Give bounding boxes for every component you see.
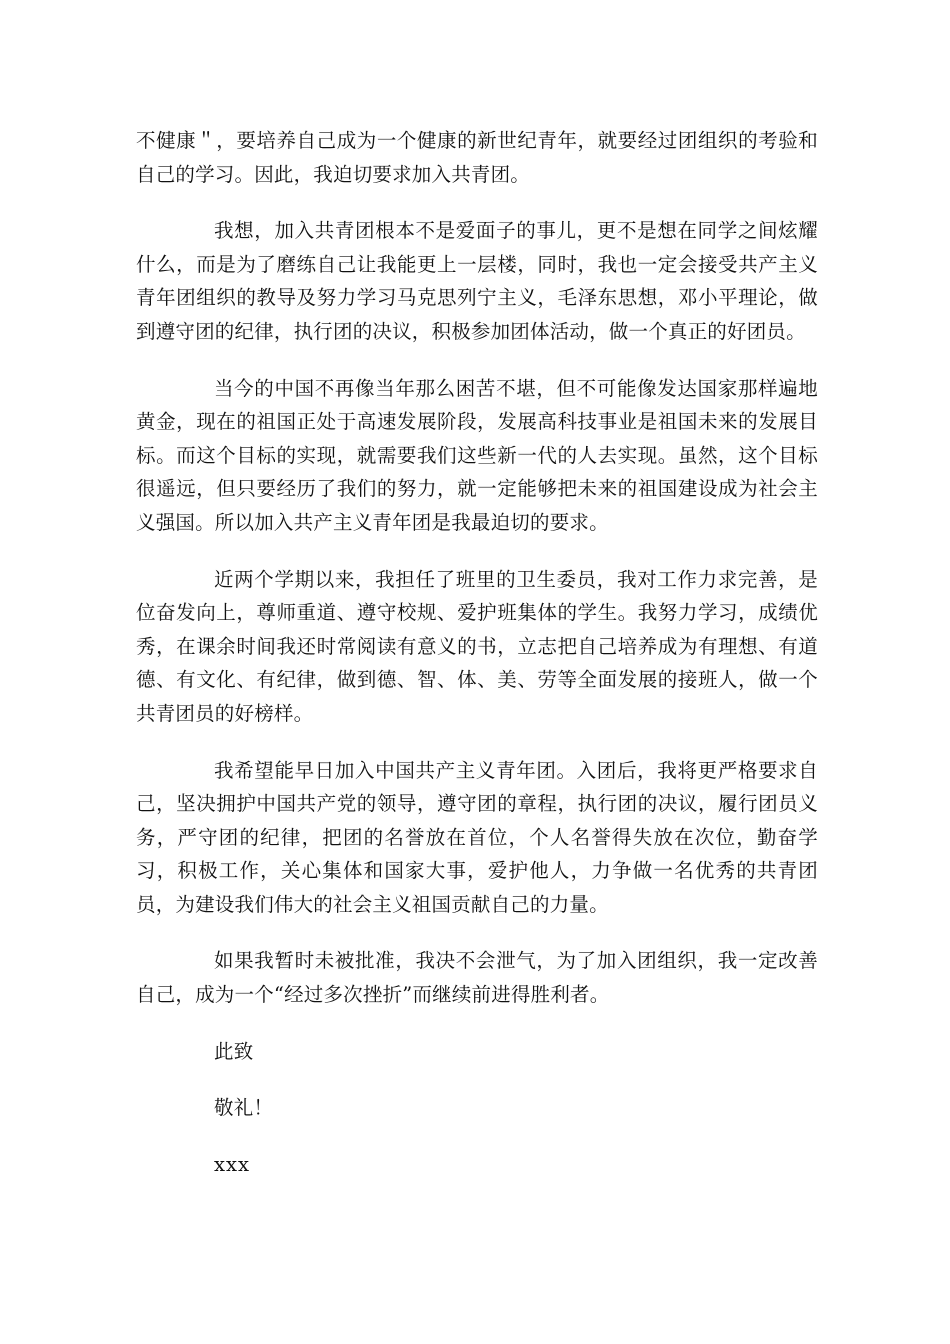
paragraph-1: 不健康＂，要培养自己成为一个健康的新世纪青年，就要经过团组织的考验和自己的学习。因此，我迫切要求加入共青团。 bbox=[136, 129, 818, 186]
paragraph-3: 当今的中国不再像当年那么困苦不堪，但不可能像发达国家那样遍地黄金，现在的祖国正处于高速发展阶段，发展高科技事业是祖国未来的发展目标。而这个目标的实现，就需要我们这些新一代的人去实现。虽然，这个目标很遥远，但只要经历了我们的努力，就一定能够把未来的祖国建设成为社会主义强国。所以加入共产主义青年团是我最迫切的要求。 bbox=[136, 376, 818, 534]
paragraph-4: 近两个学期以来，我担任了班里的卫生委员，我对工作力求完善，是位奋发向上，尊师重道、遵守校规、爱护班集体的学生。我努力学习，成绩优秀，在课余时间我还时常阅读有意义的书，立志把自己培养成为有理想、有道德、有文化、有纪律，做到德、智、体、美、劳等全面发展的接班人，做一个共青团员的好榜样。 bbox=[136, 567, 818, 725]
paragraph-5: 我希望能早日加入中国共产主义青年团。入团后，我将更严格要求自己，坚决拥护中国共产党的领导，遵守团的章程，执行团的决议，履行团员义务，严守团的纪律，把团的名誉放在首位，个人名誉得失放在次位，勤奋学习，积极工作，关心集体和国家大事，爱护他人，力争做一名优秀的共青团员，为建设我们伟大的社会主义祖国贡献自己的力量。 bbox=[136, 758, 818, 916]
document-body bbox=[136, 124, 818, 1181]
paragraph-6: 如果我暂时未被批准，我决不会泄气，为了加入团组织，我一定改善自己，成为一个“经过多次挫折”而继续前进得胜利者。 bbox=[136, 949, 818, 1007]
paragraph-2: 我想，加入共青团根本不是爱面子的事儿，更不是想在同学之间炫耀什么，而是为了磨练自己让我能更上一层楼，同时，我也一定会接受共产主义青年团组织的教导及努力学习马克思列宁主义，毛泽东思想，邓小平理论，做到遵守团的纪律，执行团的决议，积极参加团体活动，做一个真正的好团员。 bbox=[136, 219, 818, 343]
signature: xxx bbox=[214, 1152, 250, 1176]
closing-regards: 敬礼！ bbox=[214, 1096, 274, 1120]
closing-salutation: 此致 bbox=[214, 1039, 254, 1063]
